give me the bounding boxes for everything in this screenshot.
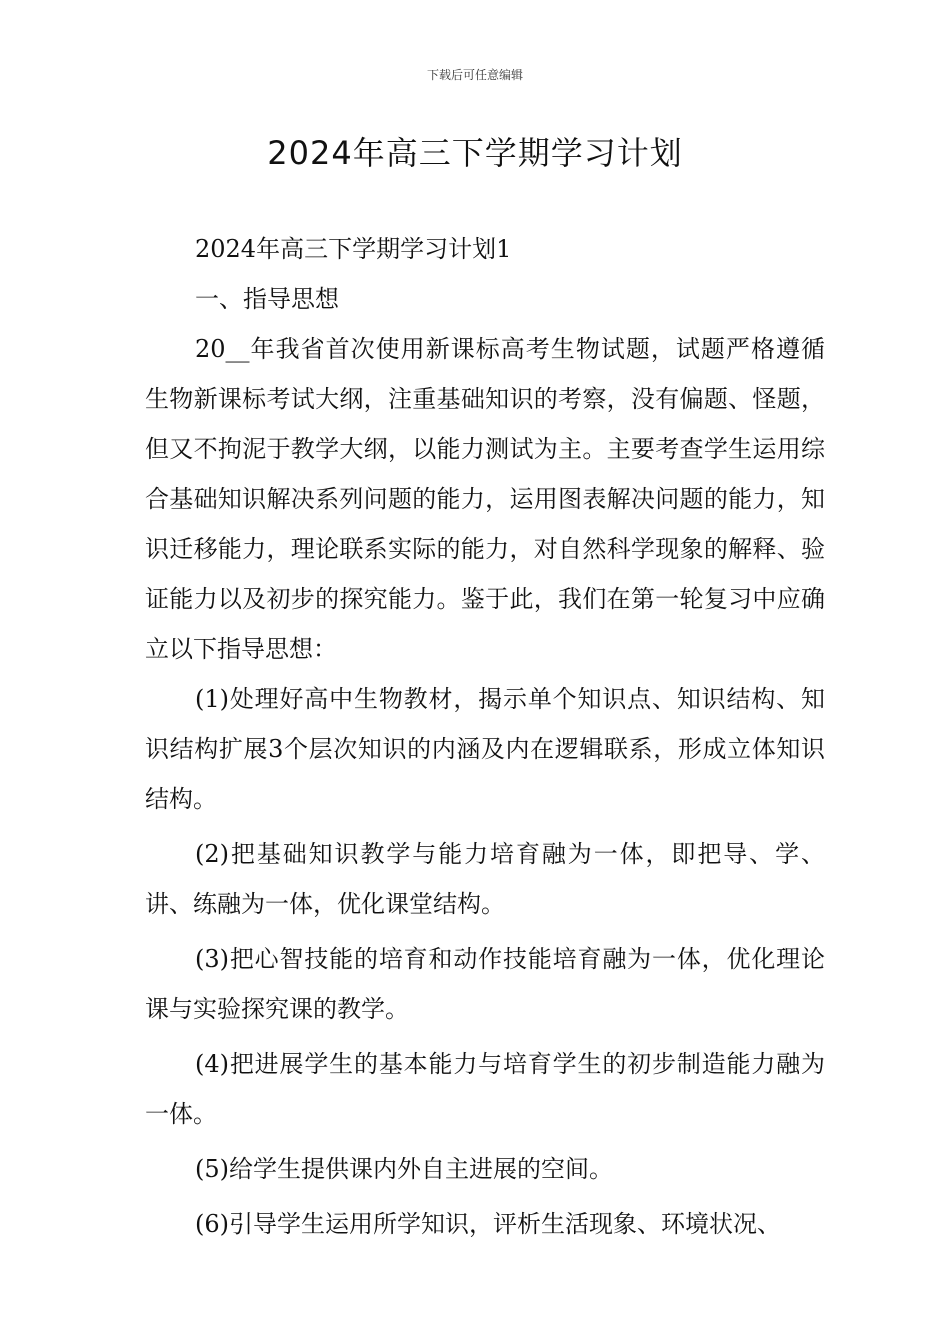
document-title: 2024年高三下学期学习计划 (267, 134, 683, 172)
list-item: (6)引导学生运用所学知识，评析生活现象、环境状况、 (195, 1210, 781, 1238)
paragraph: 20__年我省首次使用新课标高考生物试题，试题严格遵循生物新课标考试大纲，注重基础知识的考察，没有偏题、怪题，但又不拘泥于教学大纲，以能力测试为主。主要考查学生运用综合基础知识解决系列问题的能力，运用图表解决问题的能力，知识迁移能力，理论联系实际的能力，对自然科学现象的解释、验证能力以及初步的探究能力。鉴于此，我们在第一轮复习中应确立以下指导思想： (145, 335, 825, 663)
list-item: (1)处理好高中生物教材，揭示单个知识点、知识结构、知识结构扩展3个层次知识的内涵及内在逻辑联系，形成立体知识结构。 (145, 685, 825, 813)
subsection-heading: 一、指导思想 (195, 285, 339, 313)
list-item: (4)把进展学生的基本能力与培育学生的初步制造能力融为一体。 (145, 1050, 825, 1128)
list-item: (2)把基础知识教学与能力培育融为一体，即把导、学、讲、练融为一体，优化课堂结构。 (145, 840, 825, 918)
document-body (145, 224, 825, 1249)
list-item: (5)给学生提供课内外自主进展的空间。 (195, 1155, 613, 1183)
list-item: (3)把心智技能的培育和动作技能培育融为一体，优化理论课与实验探究课的教学。 (145, 945, 825, 1023)
header-note: 下载后可任意编辑 (426, 68, 523, 82)
section-heading: 2024年高三下学期学习计划1 (195, 235, 512, 263)
